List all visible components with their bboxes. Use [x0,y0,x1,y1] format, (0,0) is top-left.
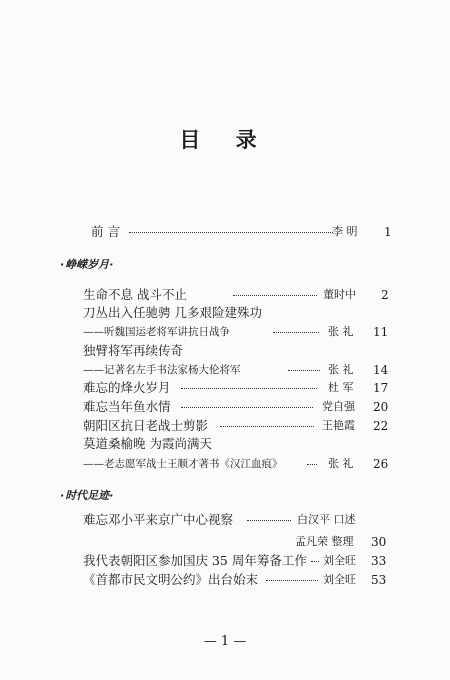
entry-title: 刀丛出入任驰骋 几多艰险建殊功 [83,305,262,320]
entry-title: 《首都市民文明公约》出台始末 [83,572,259,587]
section-marker: · [60,258,66,271]
section-marker: · [109,489,115,502]
dot-leader [247,520,291,521]
entry-title: 前 言 [91,224,120,239]
entry-author: 刘全旺 [323,573,356,586]
toc-entry [83,305,393,321]
dot-leader [311,561,319,562]
dot-leader [307,464,317,465]
entry-author: 杜 军 [328,381,354,394]
toc-entry [83,380,393,396]
dot-leader [273,332,319,333]
dot-leader [220,426,314,427]
entry-title: 难忘当年鱼水情 [83,399,171,414]
entry-author: 党自强 [322,400,355,413]
toc-entry [83,399,393,415]
section-heading-2 [60,487,114,503]
dot-leader [233,295,317,296]
toc-entry [83,418,393,434]
toc-entry-subtitle [83,324,393,340]
section-marker: · [60,489,66,502]
section-label: 峥嵘岁月 [65,258,110,271]
entry-page: 30 [371,535,387,549]
entry-page: 1 [384,225,392,239]
entry-author: 张 礼 [328,363,354,376]
entry-title: 独臂将军再续传奇 [83,343,184,358]
dot-leader [266,580,318,581]
entry-page: 2 [381,288,389,302]
dot-leader [129,232,333,233]
entry-page: 11 [373,325,389,339]
dot-leader [181,407,313,408]
entry-author: 张 礼 [328,457,354,470]
toc-entry-subtitle [83,362,393,378]
entry-title: 朝阳区抗日老战士剪影 [83,418,209,433]
entry-author: 王艳霞 [322,419,355,432]
toc-entry [83,572,393,588]
entry-author: 孟凡荣 整理 [295,535,354,548]
entry-author: 董时中 [323,288,356,301]
entry-title: 莫道桑榆晚 为霞尚满天 [83,436,212,451]
dot-leader [181,388,317,389]
toc-entry-continuation [83,534,393,550]
entry-subtitle: ——听魏国运老将军讲抗日战争 [83,326,230,338]
section-marker: · [109,258,115,271]
entry-page: 17 [373,381,389,395]
toc-entry [83,553,393,569]
entry-page: 22 [373,419,389,433]
page-title: 目 录 [179,128,271,152]
entry-subtitle: ——记著名左手书法家杨大伦将军 [83,364,241,376]
section-heading-1 [60,256,114,272]
toc-entry-preface [91,224,391,240]
toc-entry [83,436,393,452]
entry-page: 53 [371,573,387,587]
entry-page: 20 [373,400,389,414]
entry-page: 14 [373,363,389,377]
entry-title: 难忘邓小平来京广中心视察 [83,512,234,527]
entry-title: 生命不息 战斗不止 [83,287,187,302]
entry-page: 26 [373,457,389,471]
toc-entry [83,343,393,359]
entry-page: 33 [371,554,387,568]
section-label: 时代足迹 [65,489,110,502]
entry-subtitle: ——老志愿军战士王顺才著书《汉江血痕》 [83,458,283,470]
entry-author: 李 明 [332,225,358,238]
toc-entry-subtitle [83,456,393,472]
toc-entry [83,512,393,528]
entry-title: 难忘的烽火岁月 [83,380,171,395]
entry-author: 白汉平 口述 [297,513,356,526]
page-number: — 1 — [203,634,247,649]
entry-author: 刘全旺 [323,554,356,567]
dot-leader [288,370,320,371]
entry-title: 我代表朝阳区参加国庆 35 周年筹备工作 [83,553,307,568]
toc-entry [83,287,393,303]
entry-author: 张 礼 [328,325,354,338]
